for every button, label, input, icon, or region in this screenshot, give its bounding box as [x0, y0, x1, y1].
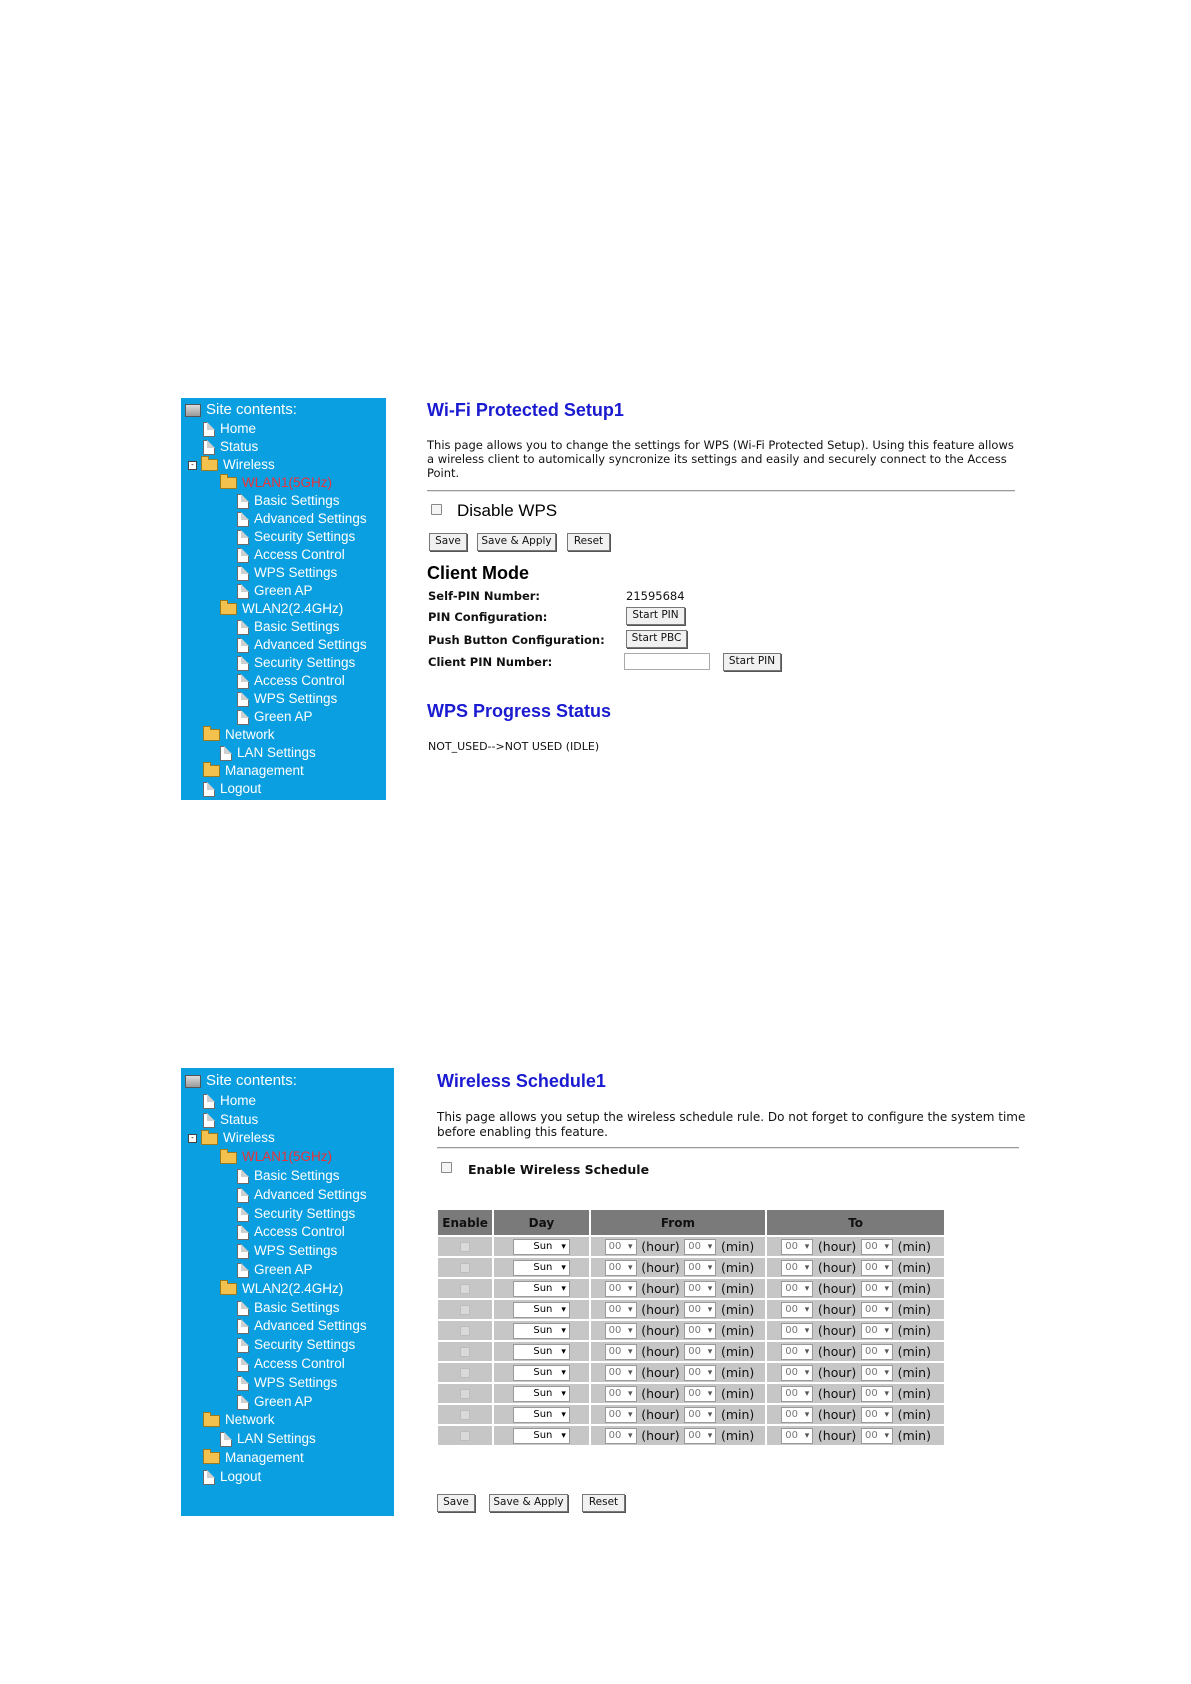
- row-to-cell: [767, 1300, 944, 1319]
- schedule-row: [438, 1342, 944, 1361]
- from-hour-select[interactable]: 00 ▾: [605, 1302, 637, 1318]
- sidebar-item-access-control[interactable]: Access Control: [237, 672, 345, 690]
- sidebar-item-wlan1-5ghz[interactable]: WLAN1(5GHz): [220, 1148, 332, 1166]
- folder-open-icon: [203, 729, 220, 741]
- sidebar-wps: [181, 398, 386, 800]
- folder-open-icon: [220, 1283, 237, 1295]
- page-icon: [203, 1470, 215, 1485]
- sidebar-title: Site contents:: [185, 401, 297, 419]
- sidebar-item-security-settings[interactable]: Security Settings: [237, 654, 355, 672]
- sidebar-item-advanced-settings[interactable]: Advanced Settings: [237, 636, 367, 654]
- page-icon: [237, 1319, 249, 1334]
- schedule-row: [438, 1405, 944, 1424]
- client-pin-label: Client PIN Number:: [428, 655, 553, 669]
- to-hour-select[interactable]: 00 ▾: [781, 1344, 813, 1360]
- to-min-select[interactable]: 00 ▾: [861, 1323, 893, 1339]
- page-icon: [237, 1188, 249, 1203]
- hour-unit: (hour): [641, 1428, 680, 1443]
- sidebar-item-network[interactable]: Network: [203, 726, 275, 744]
- hour-unit: (hour): [641, 1260, 680, 1275]
- schedule-save-button[interactable]: Save: [437, 1494, 475, 1512]
- to-hour-select[interactable]: 00 ▾: [781, 1260, 813, 1276]
- row-enable-cell: [438, 1279, 492, 1298]
- sidebar-item-security-settings[interactable]: Security Settings: [237, 528, 355, 546]
- sidebar-item-green-ap[interactable]: Green AP: [237, 1393, 313, 1411]
- hour-unit: (hour): [817, 1260, 857, 1275]
- page-icon: [237, 1207, 249, 1222]
- page-icon: [237, 692, 249, 707]
- from-min-select[interactable]: 00 ▾: [684, 1365, 716, 1381]
- to-min-select[interactable]: 00 ▾: [861, 1239, 893, 1255]
- min-unit: (min): [897, 1344, 931, 1359]
- folder-icon: [203, 1452, 220, 1464]
- row-enable-checkbox[interactable]: [460, 1347, 470, 1357]
- disable-wps-label: Disable WPS: [457, 501, 558, 520]
- hour-unit: (hour): [641, 1407, 680, 1422]
- row-enable-checkbox[interactable]: [460, 1389, 470, 1399]
- from-hour-select[interactable]: 00 ▾: [605, 1386, 637, 1402]
- sidebar-item-access-control[interactable]: Access Control: [237, 1355, 345, 1373]
- row-enable-checkbox[interactable]: [460, 1284, 470, 1294]
- row-enable-cell: [438, 1384, 492, 1403]
- hour-unit: (hour): [641, 1281, 680, 1296]
- row-from-cell: [591, 1279, 766, 1298]
- page-icon: [237, 530, 249, 545]
- row-enable-checkbox[interactable]: [460, 1263, 470, 1273]
- sidebar-item-wlan2-2-4ghz[interactable]: WLAN2(2.4GHz): [220, 600, 343, 618]
- hour-unit: (hour): [817, 1407, 857, 1422]
- row-from-cell: [591, 1405, 766, 1424]
- page-icon: [237, 1357, 249, 1372]
- sidebar-item-wps-settings[interactable]: WPS Settings: [237, 690, 337, 708]
- page-icon: [237, 548, 249, 563]
- sidebar-item-wlan2-2-4ghz[interactable]: WLAN2(2.4GHz): [220, 1280, 343, 1298]
- page-icon: [203, 782, 215, 797]
- site-contents-icon: [185, 404, 201, 417]
- page-icon: [237, 674, 249, 689]
- row-enable-cell: [438, 1237, 492, 1256]
- min-unit: (min): [897, 1407, 931, 1422]
- schedule-row: [438, 1258, 944, 1277]
- sidebar-item-security-settings[interactable]: Security Settings: [237, 1205, 355, 1223]
- sidebar-item-status[interactable]: Status: [203, 438, 258, 456]
- folder-open-icon: [220, 603, 237, 615]
- day-select[interactable]: Sun ▾: [513, 1281, 570, 1297]
- sidebar-item-lan-settings[interactable]: LAN Settings: [220, 1430, 316, 1448]
- self-pin-value: 21595684: [626, 589, 685, 603]
- min-unit: (min): [720, 1428, 755, 1443]
- row-day-cell: [494, 1405, 588, 1424]
- row-from-cell: [591, 1300, 766, 1319]
- folder-open-icon: [201, 1133, 218, 1145]
- from-min-select[interactable]: 00 ▾: [684, 1302, 716, 1318]
- page-icon: [237, 1338, 249, 1353]
- schedule-save-apply-button[interactable]: Save & Apply: [489, 1494, 568, 1512]
- header-day: Day: [494, 1210, 588, 1235]
- schedule-row: [438, 1363, 944, 1382]
- page-icon: [237, 1301, 249, 1316]
- row-to-cell: [767, 1237, 944, 1256]
- collapse-icon[interactable]: -: [188, 461, 197, 470]
- to-hour-select[interactable]: 00 ▾: [781, 1428, 813, 1444]
- to-min-select[interactable]: 00 ▾: [861, 1428, 893, 1444]
- hour-unit: (hour): [817, 1281, 857, 1296]
- pbc-label: Push Button Configuration:: [428, 633, 605, 647]
- hour-unit: (hour): [817, 1323, 857, 1338]
- row-to-cell: [767, 1342, 944, 1361]
- page-icon: [237, 512, 249, 527]
- sidebar-item-advanced-settings[interactable]: Advanced Settings: [237, 510, 367, 528]
- row-to-cell: [767, 1405, 944, 1424]
- sidebar-title: Site contents:: [185, 1072, 297, 1090]
- sidebar-item-home[interactable]: Home: [203, 420, 256, 438]
- schedule-row: [438, 1279, 944, 1298]
- row-enable-cell: [438, 1363, 492, 1382]
- row-from-cell: [591, 1384, 766, 1403]
- hour-unit: (hour): [641, 1386, 680, 1401]
- to-min-select[interactable]: 00 ▾: [861, 1302, 893, 1318]
- row-day-cell: [494, 1363, 588, 1382]
- from-min-select[interactable]: 00 ▾: [684, 1260, 716, 1276]
- hour-unit: (hour): [641, 1239, 680, 1254]
- reset-button[interactable]: Reset: [567, 533, 610, 551]
- sidebar-item-wireless[interactable]: - Wireless: [188, 456, 275, 474]
- page-icon: [203, 440, 215, 455]
- from-min-select[interactable]: 00 ▾: [684, 1281, 716, 1297]
- save-button[interactable]: Save: [429, 533, 467, 551]
- day-select[interactable]: Sun ▾: [513, 1239, 570, 1255]
- min-unit: (min): [720, 1302, 755, 1317]
- to-hour-select[interactable]: 00 ▾: [781, 1407, 813, 1423]
- schedule-header-row: [438, 1210, 944, 1235]
- schedule-row: [438, 1321, 944, 1340]
- row-enable-cell: [438, 1258, 492, 1277]
- row-to-cell: [767, 1363, 944, 1382]
- min-unit: (min): [897, 1323, 931, 1338]
- enable-schedule-label: Enable Wireless Schedule: [468, 1162, 650, 1177]
- hour-unit: (hour): [817, 1239, 857, 1254]
- progress-title: WPS Progress Status: [427, 701, 612, 721]
- schedule-row: [438, 1384, 944, 1403]
- from-hour-select[interactable]: 00 ▾: [605, 1428, 637, 1444]
- min-unit: (min): [720, 1365, 755, 1380]
- row-to-cell: [767, 1321, 944, 1340]
- row-from-cell: [591, 1342, 766, 1361]
- from-min-select[interactable]: 00 ▾: [684, 1323, 716, 1339]
- from-min-select[interactable]: 00 ▾: [684, 1239, 716, 1255]
- row-enable-cell: [438, 1405, 492, 1424]
- from-hour-select[interactable]: 00 ▾: [605, 1365, 637, 1381]
- divider: [427, 490, 1015, 492]
- row-from-cell: [591, 1426, 766, 1445]
- schedule-description: This page allows you setup the wireless schedule rule. Do not forget to configure the system time before enabling this feature.: [437, 1110, 1026, 1139]
- to-min-select[interactable]: 00 ▾: [861, 1386, 893, 1402]
- row-to-cell: [767, 1279, 944, 1298]
- sidebar-item-wireless[interactable]: - Wireless: [188, 1129, 275, 1147]
- sidebar-item-wlan1-5ghz[interactable]: WLAN1(5GHz): [220, 474, 332, 492]
- from-min-select[interactable]: 00 ▾: [684, 1344, 716, 1360]
- min-unit: (min): [720, 1281, 755, 1296]
- day-select[interactable]: Sun ▾: [513, 1302, 570, 1318]
- hour-unit: (hour): [641, 1302, 680, 1317]
- sidebar-schedule: [181, 1068, 394, 1516]
- min-unit: (min): [720, 1260, 755, 1275]
- to-min-select[interactable]: 00 ▾: [861, 1281, 893, 1297]
- page-icon: [237, 656, 249, 671]
- min-unit: (min): [897, 1302, 931, 1317]
- min-unit: (min): [720, 1239, 755, 1254]
- row-enable-checkbox[interactable]: [460, 1410, 470, 1420]
- sidebar-item-green-ap[interactable]: Green AP: [237, 708, 313, 726]
- schedule-row: [438, 1237, 944, 1256]
- row-day-cell: [494, 1384, 588, 1403]
- sidebar-item-management[interactable]: Management: [203, 1449, 304, 1467]
- from-hour-select[interactable]: 00 ▾: [605, 1260, 637, 1276]
- page-icon: [237, 710, 249, 725]
- row-day-cell: [494, 1426, 588, 1445]
- sidebar-item-status[interactable]: Status: [203, 1111, 258, 1129]
- hour-unit: (hour): [641, 1323, 680, 1338]
- day-select[interactable]: Sun ▾: [513, 1323, 570, 1339]
- page-title: Wi-Fi Protected Setup1: [427, 400, 624, 420]
- sidebar-item-access-control[interactable]: Access Control: [237, 1223, 345, 1241]
- to-min-select[interactable]: 00 ▾: [861, 1365, 893, 1381]
- sidebar-item-home[interactable]: Home: [203, 1092, 256, 1110]
- to-hour-select[interactable]: 00 ▾: [781, 1323, 813, 1339]
- min-unit: (min): [720, 1323, 755, 1338]
- row-to-cell: [767, 1258, 944, 1277]
- row-enable-checkbox[interactable]: [460, 1431, 470, 1441]
- min-unit: (min): [897, 1260, 931, 1275]
- sidebar-item-green-ap[interactable]: Green AP: [237, 1261, 313, 1279]
- min-unit: (min): [897, 1365, 931, 1380]
- day-select[interactable]: Sun ▾: [513, 1365, 570, 1381]
- page-icon: [203, 1113, 215, 1128]
- day-select[interactable]: Sun ▾: [513, 1428, 570, 1444]
- page-icon: [237, 1244, 249, 1259]
- row-from-cell: [591, 1258, 766, 1277]
- header-from: From: [591, 1210, 766, 1235]
- to-min-select[interactable]: 00 ▾: [861, 1344, 893, 1360]
- page-icon: [237, 1263, 249, 1278]
- to-hour-select[interactable]: 00 ▾: [781, 1239, 813, 1255]
- to-min-select[interactable]: 00 ▾: [861, 1407, 893, 1423]
- schedule-row: [438, 1426, 944, 1445]
- from-hour-select[interactable]: 00 ▾: [605, 1407, 637, 1423]
- from-hour-select[interactable]: 00 ▾: [605, 1344, 637, 1360]
- hour-unit: (hour): [817, 1344, 857, 1359]
- disable-wps-checkbox[interactable]: [431, 504, 442, 515]
- collapse-icon[interactable]: -: [188, 1134, 197, 1143]
- sidebar-item-logout[interactable]: Logout: [203, 1468, 261, 1486]
- hour-unit: (hour): [817, 1365, 857, 1380]
- row-from-cell: [591, 1321, 766, 1340]
- hour-unit: (hour): [817, 1386, 857, 1401]
- page-description: This page allows you to change the settings for WPS (Wi-Fi Protected Setup). Using this feature allows a wireless client to automically syncronize its settings and easily and securely connect to the Access Point.: [427, 438, 1014, 480]
- sidebar-item-security-settings[interactable]: Security Settings: [237, 1336, 355, 1354]
- sidebar-item-network[interactable]: Network: [203, 1411, 275, 1429]
- day-select[interactable]: Sun ▾: [513, 1344, 570, 1360]
- to-hour-select[interactable]: 00 ▾: [781, 1365, 813, 1381]
- pin-config-label: PIN Configuration:: [428, 610, 548, 624]
- client-mode-title: Client Mode: [427, 563, 529, 583]
- row-to-cell: [767, 1426, 944, 1445]
- progress-status: NOT_USED-->NOT USED (IDLE): [428, 740, 600, 753]
- page-icon: [237, 566, 249, 581]
- start-pin-button[interactable]: Start PIN: [626, 607, 685, 625]
- schedule-title: Wireless Schedule1: [437, 1071, 606, 1091]
- sidebar-item-basic-settings[interactable]: Basic Settings: [237, 1167, 340, 1185]
- folder-open-icon: [220, 1152, 237, 1164]
- from-min-select[interactable]: 00 ▾: [684, 1428, 716, 1444]
- row-day-cell: [494, 1258, 588, 1277]
- sidebar-item-advanced-settings[interactable]: Advanced Settings: [237, 1317, 367, 1335]
- row-enable-checkbox[interactable]: [460, 1242, 470, 1252]
- row-enable-checkbox[interactable]: [460, 1326, 470, 1336]
- min-unit: (min): [897, 1386, 931, 1401]
- from-min-select[interactable]: 00 ▾: [684, 1386, 716, 1402]
- min-unit: (min): [720, 1407, 755, 1422]
- schedule-divider: [437, 1147, 1019, 1149]
- from-min-select[interactable]: 00 ▾: [684, 1407, 716, 1423]
- row-day-cell: [494, 1300, 588, 1319]
- min-unit: (min): [897, 1428, 931, 1443]
- page-icon: [237, 1376, 249, 1391]
- row-from-cell: [591, 1363, 766, 1382]
- start-pbc-button[interactable]: Start PBC: [626, 630, 687, 648]
- to-min-select[interactable]: 00 ▾: [861, 1260, 893, 1276]
- page-icon: [237, 1395, 249, 1410]
- client-pin-input[interactable]: [624, 653, 710, 670]
- page-icon: [237, 1169, 249, 1184]
- from-hour-select[interactable]: 00 ▾: [605, 1281, 637, 1297]
- sidebar-item-management[interactable]: Management: [203, 762, 304, 780]
- sidebar-item-wps-settings[interactable]: WPS Settings: [237, 564, 337, 582]
- row-enable-cell: [438, 1342, 492, 1361]
- page-icon: [237, 638, 249, 653]
- row-day-cell: [494, 1321, 588, 1340]
- folder-open-icon: [220, 477, 237, 489]
- row-enable-checkbox[interactable]: [460, 1305, 470, 1315]
- start-pin-client-button[interactable]: Start PIN: [723, 653, 781, 671]
- page-icon: [220, 746, 232, 761]
- from-hour-select[interactable]: 00 ▾: [605, 1323, 637, 1339]
- day-select[interactable]: Sun ▾: [513, 1407, 570, 1423]
- sidebar-item-green-ap[interactable]: Green AP: [237, 582, 313, 600]
- folder-icon: [203, 765, 220, 777]
- row-day-cell: [494, 1279, 588, 1298]
- hour-unit: (hour): [641, 1365, 680, 1380]
- schedule-table: [436, 1208, 946, 1447]
- sidebar-item-wps-settings[interactable]: WPS Settings: [237, 1242, 337, 1260]
- to-hour-select[interactable]: 00 ▾: [781, 1302, 813, 1318]
- page-icon: [237, 1225, 249, 1240]
- schedule-row: [438, 1300, 944, 1319]
- min-unit: (min): [897, 1239, 931, 1254]
- page-icon: [237, 620, 249, 635]
- row-to-cell: [767, 1384, 944, 1403]
- page-icon: [237, 584, 249, 599]
- row-from-cell: [591, 1237, 766, 1256]
- sidebar-item-advanced-settings[interactable]: Advanced Settings: [237, 1186, 367, 1204]
- row-enable-cell: [438, 1426, 492, 1445]
- header-to: To: [767, 1210, 944, 1235]
- hour-unit: (hour): [817, 1428, 857, 1443]
- row-enable-cell: [438, 1300, 492, 1319]
- hour-unit: (hour): [817, 1302, 857, 1317]
- page-icon: [203, 1094, 215, 1109]
- from-hour-select[interactable]: 00 ▾: [605, 1239, 637, 1255]
- row-day-cell: [494, 1342, 588, 1361]
- folder-open-icon: [203, 1415, 220, 1427]
- header-enable: Enable: [438, 1210, 492, 1235]
- page-icon: [203, 422, 215, 437]
- schedule-reset-button[interactable]: Reset: [582, 1494, 625, 1512]
- save-apply-button[interactable]: Save & Apply: [477, 533, 556, 551]
- sidebar-item-basic-settings[interactable]: Basic Settings: [237, 1299, 340, 1317]
- page-icon: [237, 494, 249, 509]
- to-hour-select[interactable]: 00 ▾: [781, 1281, 813, 1297]
- sidebar-item-wps-settings[interactable]: WPS Settings: [237, 1374, 337, 1392]
- row-enable-cell: [438, 1321, 492, 1340]
- sidebar-item-lan-settings[interactable]: LAN Settings: [220, 744, 316, 762]
- sidebar-item-basic-settings[interactable]: Basic Settings: [237, 492, 340, 510]
- row-day-cell: [494, 1237, 588, 1256]
- site-contents-icon: [185, 1075, 201, 1088]
- row-enable-checkbox[interactable]: [460, 1368, 470, 1378]
- day-select[interactable]: Sun ▾: [513, 1260, 570, 1276]
- sidebar-item-logout[interactable]: Logout: [203, 780, 261, 798]
- min-unit: (min): [720, 1344, 755, 1359]
- min-unit: (min): [720, 1386, 755, 1401]
- folder-open-icon: [201, 459, 218, 471]
- enable-schedule-checkbox[interactable]: [441, 1162, 452, 1173]
- hour-unit: (hour): [641, 1344, 680, 1359]
- to-hour-select[interactable]: 00 ▾: [781, 1386, 813, 1402]
- sidebar-item-access-control[interactable]: Access Control: [237, 546, 345, 564]
- page-icon: [220, 1432, 232, 1447]
- sidebar-item-basic-settings[interactable]: Basic Settings: [237, 618, 340, 636]
- day-select[interactable]: Sun ▾: [513, 1386, 570, 1402]
- min-unit: (min): [897, 1281, 931, 1296]
- self-pin-label: Self-PIN Number:: [428, 589, 541, 603]
